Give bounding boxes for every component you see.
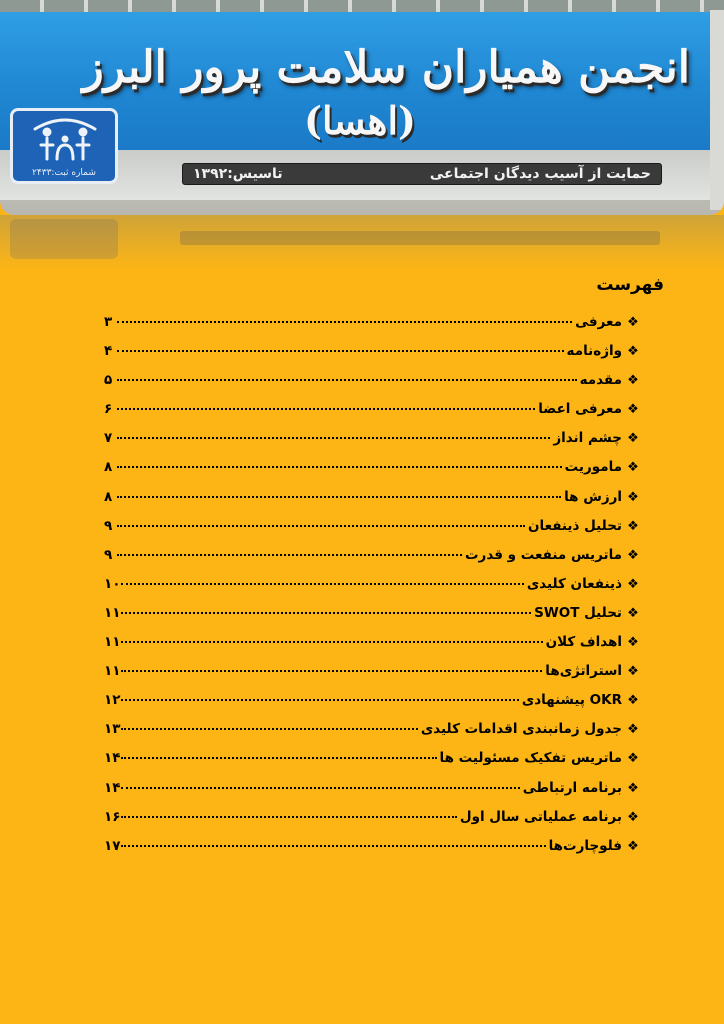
dot-leader: [117, 554, 462, 556]
reflection-band: [180, 231, 660, 245]
toc-page-number: ۸: [104, 488, 113, 505]
toc-page-number: ۱۴: [104, 750, 121, 767]
toc-page-number: ۱۱: [104, 663, 121, 680]
dot-leader: [117, 437, 550, 439]
dot-leader: [121, 845, 545, 847]
wall-edge: [710, 10, 724, 210]
toc-item-label: واژه‌نامه: [566, 343, 622, 360]
founded-year: تاسیس:۱۳۹۲: [193, 166, 283, 182]
registration-number: شماره ثبت:۲۴۳۳: [32, 168, 96, 178]
diamond-bullet-icon: ❖: [627, 693, 639, 709]
diamond-bullet-icon: ❖: [627, 751, 639, 767]
diamond-bullet-icon: ❖: [627, 780, 639, 796]
toc-item[interactable]: [104, 692, 644, 721]
toc-page-number: ۹: [104, 517, 113, 534]
diamond-bullet-icon: ❖: [627, 838, 639, 854]
motto-bar: [182, 163, 662, 185]
dot-leader: [121, 670, 542, 672]
toc-page-number: ۱۲: [104, 692, 121, 709]
toc-item[interactable]: [104, 721, 644, 750]
dot-leader: [117, 379, 577, 381]
toc-page-number: ۶: [104, 401, 113, 418]
toc-page-number: ۳: [104, 314, 113, 330]
organization-logo: [10, 108, 118, 184]
motto-text: حمایت از آسیب دیدگان اجتماعی: [429, 166, 651, 182]
diamond-bullet-icon: ❖: [627, 460, 639, 476]
dot-leader: [117, 408, 535, 410]
diamond-bullet-icon: ❖: [627, 315, 639, 330]
toc-item-label: تحلیل ذینفعان: [527, 517, 622, 534]
toc-page-number: ۸: [104, 459, 113, 476]
dot-leader: [117, 350, 564, 352]
toc-item[interactable]: [104, 489, 644, 518]
toc-item[interactable]: [104, 750, 644, 779]
dot-leader: [121, 612, 531, 614]
diamond-bullet-icon: ❖: [627, 722, 639, 738]
toc-item-label: جدول زمانبندی اقدامات کلیدی: [420, 721, 622, 738]
dot-leader: [121, 699, 518, 701]
dot-leader: [117, 525, 525, 527]
toc-item[interactable]: [104, 401, 644, 430]
toc-page-number: ۱۷: [104, 837, 121, 854]
toc-item-label: ماتریس تفکیک مسئولیت ها: [439, 750, 622, 767]
toc-item[interactable]: [104, 372, 644, 401]
toc-item-label: ذینفعان کلیدی: [526, 575, 622, 592]
dot-leader: [117, 321, 572, 323]
diamond-bullet-icon: ❖: [627, 576, 639, 592]
toc-item-label: معرفی اعضا: [538, 401, 622, 418]
toc-heading: فهرست: [596, 275, 664, 295]
toc-item[interactable]: [104, 809, 644, 838]
toc-item[interactable]: [104, 838, 644, 867]
dot-leader: [121, 787, 519, 789]
toc-item[interactable]: [104, 343, 644, 372]
diamond-bullet-icon: ❖: [627, 489, 639, 505]
diamond-bullet-icon: ❖: [627, 664, 639, 680]
dot-leader: [121, 728, 417, 730]
toc-item[interactable]: [104, 605, 644, 634]
toc-item-label: تحلیل SWOT: [534, 604, 622, 621]
toc-page-number: ۱۶: [104, 808, 121, 825]
toc-item[interactable]: [104, 576, 644, 605]
toc-page-number: ۱۴: [104, 779, 121, 796]
toc-item[interactable]: [104, 430, 644, 459]
diamond-bullet-icon: ❖: [627, 373, 639, 389]
toc-page-number: ۷: [104, 430, 113, 447]
toc-item[interactable]: [104, 459, 644, 488]
diamond-bullet-icon: ❖: [627, 605, 639, 621]
toc-item-label: ماتریس منفعت و قدرت: [464, 546, 622, 563]
toc-page-number: ۱۱: [104, 634, 121, 651]
toc-item-label: استراتژی‌ها: [545, 663, 622, 680]
header-reflection: [0, 215, 724, 270]
diamond-bullet-icon: ❖: [627, 431, 639, 447]
dot-leader: [121, 816, 456, 818]
header-photo: [0, 0, 724, 215]
diamond-bullet-icon: ❖: [627, 635, 639, 651]
toc-page-number: ۱۳: [104, 721, 121, 738]
toc-item[interactable]: [104, 518, 644, 547]
toc-item[interactable]: [104, 314, 644, 343]
sign-subtitle: (اهسا): [303, 98, 417, 143]
toc-item-label: معرفی: [575, 314, 622, 330]
toc-item-label: ماموریت: [564, 459, 622, 476]
dot-leader: [117, 496, 561, 498]
toc-item-label: فلوچارت‌ها: [548, 837, 622, 854]
diamond-bullet-icon: ❖: [627, 547, 639, 563]
toc-page-number: ۴: [104, 343, 113, 360]
toc-item-label: برنامه عملیاتی سال اول: [459, 808, 622, 825]
dot-leader: [121, 757, 436, 759]
toc-item-label: چشم انداز: [553, 430, 622, 447]
toc-item[interactable]: [104, 547, 644, 576]
sign-title: انجمن همیاران سلامت پرور البرز: [82, 42, 690, 93]
toc-item[interactable]: [104, 780, 644, 809]
dot-leader: [121, 641, 542, 643]
diamond-bullet-icon: ❖: [627, 809, 639, 825]
toc-item-label: OKR پیشنهادی: [521, 692, 622, 709]
dot-leader: [117, 466, 562, 468]
toc-page-number: ۱۰: [104, 575, 121, 592]
toc-item-label: برنامه ارتباطی: [522, 779, 622, 796]
dot-leader: [121, 583, 523, 585]
toc-item-label: اهداف کلان: [545, 634, 622, 651]
table-of-contents: [104, 314, 644, 867]
diamond-bullet-icon: ❖: [627, 402, 639, 418]
toc-page-number: ۵: [104, 372, 113, 389]
toc-item[interactable]: [104, 634, 644, 663]
family-logo-icon: [29, 115, 101, 167]
toc-page-number: ۹: [104, 546, 113, 563]
diamond-bullet-icon: ❖: [627, 344, 639, 360]
diamond-bullet-icon: ❖: [627, 518, 639, 534]
toc-page-number: ۱۱: [104, 604, 121, 621]
toc-item-label: مقدمه: [579, 372, 622, 389]
reflection-logo: [10, 219, 118, 259]
toc-item[interactable]: [104, 663, 644, 692]
toc-item-label: ارزش ها: [564, 488, 622, 505]
